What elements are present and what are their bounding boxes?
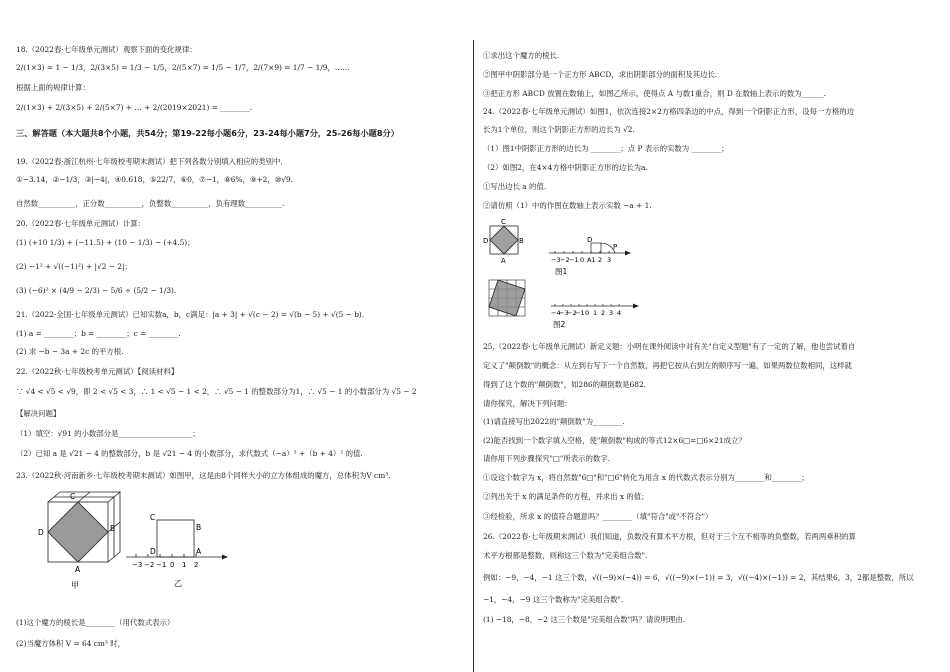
q26-stem-2: 术平方根都是整数，则称这三个数为"完美组合数". — [483, 551, 648, 560]
q20-part2: (2) −1² + √((−1)²) + |√2 − 2|； — [16, 262, 132, 271]
q25-sub1: ①设这个数字为 x，将自然数"6□"和"□6"转化为用含 x 的代数式表示分别为________和________； — [483, 473, 809, 482]
fig1-label-a: A — [501, 257, 506, 265]
jia-label-b: B — [110, 524, 116, 533]
figure2-numberline — [549, 296, 645, 332]
yi-caption: 乙 — [174, 579, 182, 588]
q24-sub2: ②请仿照（1）中的作图在数轴上表示实数 −a + 1. — [483, 201, 652, 210]
fig2-tick-1: −4 — [551, 309, 561, 317]
figure2-grid — [487, 278, 527, 318]
fig2-tick-5: 0 — [585, 309, 590, 317]
jia-label-c: C — [70, 492, 76, 501]
q20-stem: 20.（2022春·七年级单元测试）计算： — [16, 219, 145, 228]
fig2-tick-3: −2 — [567, 309, 577, 317]
fig1-label-p: P — [613, 243, 618, 251]
q24-stem-1: 24.（2022春·七年级单元测试）如图1，依次连接2×2方格四条边的中点，得到一个阴影正方形，设每一方格的边 — [483, 107, 855, 116]
fig2-tick-9: 4 — [617, 309, 622, 317]
fig1-caption: 图1 — [555, 267, 568, 276]
q18-stem: 18.（2022春·七年级单元测试）观察下面的变化规律： — [16, 45, 197, 54]
jia-label-d: D — [38, 528, 44, 537]
q25-part1: (1)请直接写出2022的"颠倒数"为________. — [483, 417, 625, 426]
q26-part1: (1) −18，−8，−2 这三个数是"完美组合数"吗？请说明理由. — [483, 615, 686, 624]
fig1-label-c: C — [501, 218, 506, 226]
fig2-tick-7: 2 — [601, 309, 606, 317]
q20-part1: (1) (+10 1/3) + (−11.5) + (10 − 1/3) − (+4.5)； — [16, 238, 195, 247]
fig1-label-b: B — [519, 237, 524, 245]
q18-instr: 根据上面的规律计算： — [16, 83, 90, 92]
q24-stem-2: 长为1个单位，则这个阴影正方形的边长为 √2. — [483, 125, 635, 134]
q19-numbers: ①−3.14，②−1/3，③|−4|，④0.618，⑤22/7，⑥0，⑦−1，⑧6%，⑨+2，⑩√9. — [16, 175, 294, 184]
yi-tick-1: −3 — [132, 561, 143, 569]
q20-part3: (3) (−6)² × (4/9 − 2/3) − 5/6 ÷ (5/2 − 1/3). — [16, 286, 177, 295]
q21-part2: (2) 求 −b − 3a + 2c 的平方根. — [16, 347, 124, 356]
fig2-caption: 图2 — [553, 320, 566, 329]
fig2-tick-4: −1 — [575, 309, 585, 317]
q25-stem-1: 25.（2022春·七年级单元测试）新定义题：小明在课外阅读中对有关"自定义型题"有了一定的了解，他也尝试着自 — [483, 342, 856, 351]
q22-heading: 【解决问题】 — [16, 409, 61, 418]
q24-sub1: ①写出边长 a 的值. — [483, 182, 547, 191]
q22-part2: （2）已知 a 是 √21 − 4 的整数部分，b 是 √21 − 4 的小数部分，求代数式（−a）³ +（b + 4）² 的值. — [16, 449, 363, 458]
yi-tick-3: −1 — [156, 561, 167, 569]
column-divider — [473, 40, 474, 672]
yi-label-b: B — [196, 523, 202, 532]
fig1-tick-3: −1 — [569, 256, 579, 264]
q23-sub1: ①求出这个魔方的棱长. — [483, 51, 560, 60]
fig1-tick-1: −3 — [551, 256, 561, 264]
q24-part1: （1）图1中阴影正方形的边长为 ________；点 P 表示的实数为 ________； — [483, 144, 729, 153]
q21-stem: 21.（2022·全国·七年级单元测试）已知实数a，b，c满足：|a + 3| + √(c − 2) = √(b − 5) + √(5 − b). — [16, 310, 365, 319]
fig1-label-d: D — [483, 237, 489, 245]
fig1-tick-6: 2 — [598, 256, 603, 264]
q18-compute: 2/(1×3) + 2/(3×5) + 2/(5×7) + … + 2/(2019×2021) = ________. — [16, 103, 253, 112]
q25-sub3: ③经检验，所求 x 的值符合题意吗？________（填"符合"或"不符合"） — [483, 512, 713, 521]
q25-stem-2: 定义了"颠倒数"的概念：从左到右写下一个自然数，再把它按从右到左的顺序写一遍，如果两数位数相同，这样就 — [483, 361, 852, 370]
q22-stem: 22.（2022秋·七年级校考单元测试）【阅读材料】 — [16, 367, 179, 376]
jia-caption: 甲 — [71, 581, 79, 590]
q26-stem-1: 26.（2022春·七年级期末测试）我们知道，负数没有算术平方根，但对于三个互不相等的负整数，若两两乘积的算 — [483, 532, 856, 541]
yi-label-d: D — [150, 547, 156, 556]
q22-material: ∵ √4 < √5 < √9，即 2 < √5 < 3，∴ 1 < √5 − 1 < 2，∴ √5 − 1 的整数部分为1，∴ √5 − 1 的小数部分为 √5 − 2 — [16, 387, 417, 396]
q25-instr: 请你探究，解决下列问题： — [483, 399, 572, 408]
q24-part2: （2）如图2，在4×4方格中阴影正方形的边长为a. — [483, 163, 648, 172]
q23-stem: 23.（2022秋·河南新乡·七年级校考期末测试）如图甲，这是由8个同样大小的立方体组成的魔方，总体积为V cm³. — [16, 471, 391, 480]
yi-label-a: A — [196, 547, 202, 556]
q25-stem-3: 得到了这个数的"颠倒数"，如286的颠倒数是682. — [483, 380, 647, 389]
q23-sub2: ②图甲中阴影部分是一个正方形 ABCD，求出阴影部分的面积及其边长. — [483, 70, 718, 79]
q23-part2: (2)当魔方体积 V = 64 cm³ 时， — [16, 639, 125, 648]
yi-label-c: C — [150, 513, 156, 522]
figure1-numberline — [547, 222, 637, 278]
jia-label-a: A — [75, 565, 81, 574]
q21-part1: (1) a = ________；b = ________；c = ________. — [16, 329, 181, 338]
yi-tick-5: 1 — [182, 561, 187, 569]
q23-sub3: ③把正方形 ABCD 放置在数轴上，如图乙所示，使得点 A 与数1重合，则 D 在数轴上表示的数为______. — [483, 89, 827, 98]
q25-part2: (2)能否找到一个数字填入空格，使"颠倒数"构成的等式12×6□=□6×21成立？ — [483, 436, 746, 445]
yi-tick-4: 0 — [170, 561, 175, 569]
figure-yi-numberline — [124, 510, 234, 590]
yi-tick-2: −2 — [144, 561, 155, 569]
fig1-tick-2: −2 — [560, 256, 570, 264]
fig1-tick-4: 0 — [580, 256, 585, 264]
fig1-tick-7: 3 — [607, 256, 612, 264]
q19-categories: 自然数__________，正分数__________，负整数__________，负有理数__________. — [16, 199, 285, 208]
q26-example: 例如：−9，−4，−1 这三个数，√((−9)×(−4)) = 6，√((−9)×(−1)) = 3，√((−4)×(−1)) = 2，其结果6，3，2都是整数，所以 — [483, 573, 914, 582]
q25-sub2: ②列出关于 x 的满足条件的方程，并求出 x 的值； — [483, 492, 649, 501]
q19-stem: 19.（2022春·浙江杭州·七年级校考期末测试）把下列各数分别填入相应的类别中. — [16, 157, 283, 166]
q23-part1: (1)这个魔方的棱长是________（用代数式表示） — [16, 618, 175, 627]
figure-jia-cube — [34, 484, 124, 592]
q18-pattern: 2/(1×3) = 1 − 1/3，2/(3×5) = 1/3 − 1/5，2/(5×7) = 1/5 − 1/7，2/(7×9) = 1/7 − 1/9，…… — [16, 63, 350, 72]
fig1-label-d2: D — [587, 236, 593, 244]
fig1-tick-5: A1 — [587, 256, 596, 264]
q22-part1: （1）填空：√91 的小数部分是____________________； — [16, 429, 200, 438]
fig2-tick-2: −3 — [559, 309, 569, 317]
figure1-grid — [483, 216, 523, 272]
q26-example-2: −1，−4，−9 这三个数称为"完美组合数". — [483, 595, 624, 604]
q25-explore: 请你用下列步骤探究"□"所表示的数字. — [483, 454, 610, 463]
yi-tick-6: 2 — [194, 561, 199, 569]
fig2-tick-6: 1 — [593, 309, 598, 317]
fig2-tick-8: 3 — [609, 309, 614, 317]
section-heading: 三、解答题（本大题共8个小题，共54分；第19-22每小题6分，23-24每小题7分，25-26每小题8分） — [16, 128, 399, 138]
